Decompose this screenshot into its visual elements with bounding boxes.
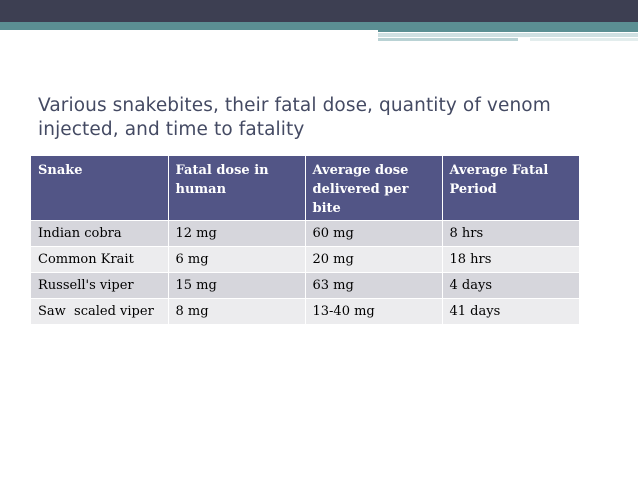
column-header-fatal-period: Average Fatal Period (442, 156, 579, 221)
column-header-fatal-dose: Fatal dose in human (168, 156, 305, 221)
cell-fatal-period: 41 days (442, 299, 579, 325)
cell-snake: Russell's viper (31, 273, 168, 299)
header-band-light (378, 33, 638, 37)
table-header-row (31, 156, 579, 221)
cell-average-dose: 63 mg (305, 273, 442, 299)
cell-snake: Common Krait (31, 247, 168, 273)
header-band-light-fade (530, 38, 638, 41)
cell-fatal-period: 18 hrs (442, 247, 579, 273)
cell-fatal-period: 4 days (442, 273, 579, 299)
cell-snake: Indian cobra (31, 221, 168, 247)
cell-snake: Saw scaled viper (31, 299, 168, 325)
cell-average-dose: 13-40 mg (305, 299, 442, 325)
table-row (31, 273, 579, 299)
header-band-dark (0, 0, 638, 22)
slide-title: Various snakebites, their fatal dose, quantity of venom injected, and time to fatality (38, 95, 551, 140)
table-row (31, 221, 579, 247)
table-row (31, 299, 579, 325)
header-band-teal (0, 22, 378, 30)
cell-fatal-dose: 8 mg (168, 299, 305, 325)
header-band-light-accent (378, 38, 518, 41)
column-header-snake: Snake (31, 156, 168, 221)
cell-fatal-dose: 6 mg (168, 247, 305, 273)
column-header-average-dose: Average dose delivered per bite (305, 156, 442, 221)
snakebite-table (31, 156, 579, 324)
cell-average-dose: 20 mg (305, 247, 442, 273)
table-row (31, 247, 579, 273)
cell-fatal-dose: 12 mg (168, 221, 305, 247)
cell-average-dose: 60 mg (305, 221, 442, 247)
cell-fatal-dose: 15 mg (168, 273, 305, 299)
cell-fatal-period: 8 hrs (442, 221, 579, 247)
header-band-teal-right (378, 22, 638, 32)
